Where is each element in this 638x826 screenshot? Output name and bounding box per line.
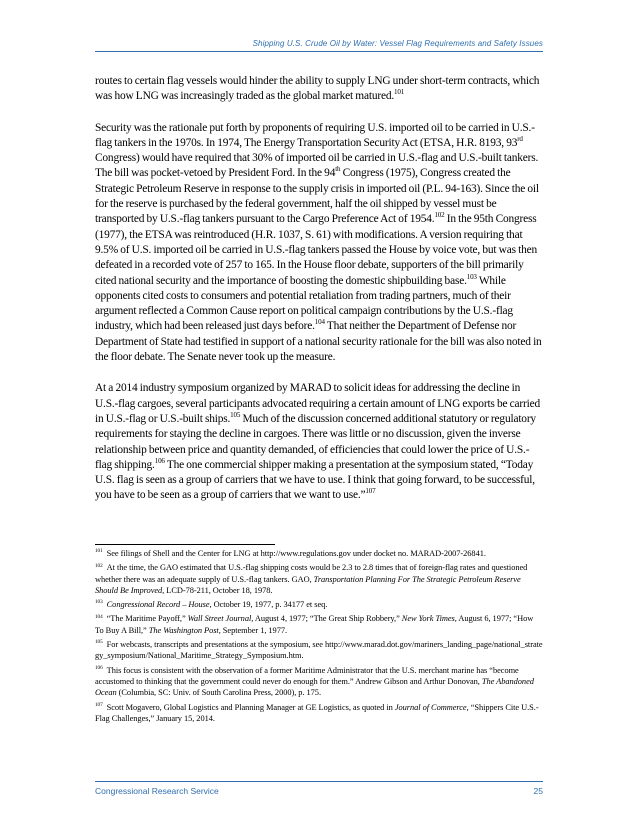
- footnote-reference: 102: [434, 211, 445, 220]
- footnote-reference: 105: [230, 411, 241, 420]
- running-header: Shipping U.S. Crude Oil by Water: Vessel Flag Requirements and Safety Issues: [252, 39, 543, 48]
- footer-organization: Congressional Research Service: [95, 786, 219, 796]
- footnote: [95, 639, 543, 662]
- italic-text: New York Times: [401, 614, 455, 624]
- footnote-separator: [95, 544, 275, 545]
- footnote-number: 105: [95, 639, 103, 646]
- text-run: , October 19, 1977, p. 34177 et seq.: [209, 600, 328, 610]
- footnote-number: 104: [95, 613, 103, 620]
- text-run: While opponents cited costs to consumers and potential retaliation from trading partners, much of their argument reflected a Common Cause report on political campaign contributions by the U.S.-flag industry, which had been released just days before.: [95, 274, 513, 333]
- footnote-number: 107: [95, 701, 103, 708]
- text-run: routes to certain flag vessels would hinder the ability to supply LNG under short-term contracts, which was how LNG was increasingly traded as the global market matured.: [95, 75, 540, 103]
- text-run: In the 95th Congress (1977), the ETSA was reintroduced (H.R. 1037, S. 61) with modifications. A version requiring that 9.5% of U.S. imported oil be carried in U.S.-flag tankers passed the House by voice vote, but was then defeated in a recorded vote of 257 to 165. In the House floor debate, supporters of the bill primarily cited national security and the importance of boosting the domestic shipbuilding base.: [95, 213, 537, 287]
- italic-text: Wall Street Journal,: [187, 614, 254, 624]
- italic-text: Journal of Commerce: [394, 702, 467, 712]
- italic-text: The Washington Post: [148, 625, 219, 635]
- text-run: See filings of Shell and the Center for LNG at http://www.regulations.gov under docket no. MARAD-2007-26841.: [106, 549, 486, 558]
- text-run: Congress) would have required that 30% of imported oil be carried in U.S.-flag and U.S.-built tankers. The bill was pocket-vetoed by President Ford. In the 94: [95, 152, 539, 180]
- body-text: [95, 74, 543, 520]
- text-run: , “Shippers Cite U.S.-Flag Challenges,” January 15, 2014.: [95, 702, 539, 723]
- body-paragraph: [95, 381, 543, 503]
- italic-text: The Abandoned Ocean: [95, 676, 534, 698]
- text-run: For webcasts, transcripts and presentations at the symposium, see: [106, 640, 326, 650]
- footnote-reference: 106: [154, 457, 165, 466]
- page-number: 25: [533, 786, 543, 796]
- footer-rule: [95, 781, 543, 782]
- footnote-reference: 107: [365, 487, 376, 496]
- footnote-number: 101: [95, 548, 103, 555]
- url-text: http://www.marad.dot.gov/mariners_landing_page/national_strategy_symposium/National_Maritime_Strategy_Symposium.htm.: [95, 640, 543, 661]
- text-run: , August 6, 1977; “How To Buy A Bill,”: [95, 614, 534, 635]
- text-run: Much of the discussion concerned additional statutory or regulatory requirements for staying the decline in cargoes. There was little or no discussion, given the inverse relationship between price and quantity demanded, of efficiencies that could lower the price of U.S.-flag shipping.: [95, 412, 536, 471]
- italic-text: Congressional Record – House: [106, 600, 210, 610]
- text-run: LCD-78-211, October 18, 1978.: [164, 585, 273, 595]
- text-run: , September 1, 1977.: [218, 625, 288, 635]
- footnote-reference: 104: [314, 318, 325, 327]
- text-run: (Columbia, SC: Univ. of South Carolina Press, 2000), p. 175.: [116, 688, 321, 698]
- italic-text: Transportation Planning For The Strategic Petroleum Reserve Should Be Improved,: [95, 574, 521, 595]
- text-run: This focus is consistent with the observation of a former Maritime Administrator that the U.S. merchant marine has “become accustomed to thinking that the government could never do enough for them.” Andrew Gibson and Arthur Donovan,: [95, 665, 519, 686]
- footnotes: [95, 548, 543, 727]
- footnote: [95, 702, 543, 725]
- text-run: At the time, the GAO estimated that U.S.-flag shipping costs would be 2.3 to 2.8 times that of foreign-flag rates and questioned whether there was an adequate supply of U.S.-flag tankers. GAO,: [95, 563, 528, 584]
- text-run: The one commercial shipper making a presentation at the symposium stated, “Today U.S. flag is seen as a group of carriers that we have to use. I think that going forward, to be successful, you have to be seen as a group of carriers that we want to use.”: [95, 458, 535, 502]
- body-paragraph: [95, 121, 543, 366]
- footnote-number: 102: [95, 562, 103, 569]
- footnote: [95, 665, 543, 699]
- footnote-reference: th: [335, 165, 341, 174]
- text-run: Congress (1975), Congress created the Strategic Petroleum Reserve in response to the supply crisis in imported oil (P.L. 94-163). Since the oil for the reserve is purchased by the federal government, half the oil shipped by vessel must be transported by U.S.-flag tankers pursuant to the Cargo Preference Act of 1954.: [95, 167, 539, 226]
- footnote-number: 103: [95, 599, 103, 606]
- text-run: Security was the rationale put forth by proponents of requiring U.S. imported oil to be carried in U.S.-flag tankers in the 1970s. In 1974, The Energy Transportation Security Act (ETSA, H.R. 8193, 93: [95, 121, 535, 149]
- footnote-reference: 103: [466, 272, 477, 281]
- text-run: Scott Mogavero, Global Logistics and Planning Manager at GE Logistics, as quoted in: [106, 702, 395, 712]
- footnote: [95, 599, 543, 610]
- text-run: “The Maritime Payoff,”: [106, 614, 188, 624]
- footnote-reference: rd: [517, 135, 523, 144]
- footnote: [95, 548, 543, 559]
- text-run: August 4, 1977; “The Great Ship Robbery,”: [253, 614, 402, 624]
- footnote: [95, 613, 543, 636]
- text-run: That neither the Department of Defense nor Department of State had testified in support of a national security rationale for the bill was also noted in the floor debate. The Senate never took up the measure.: [95, 320, 542, 364]
- text-run: At a 2014 industry symposium organized by MARAD to solicit ideas for addressing the decline in U.S.-flag cargoes, several participants advocated requiring a certain amount of LNG exports be carried in U.S.-flag or U.S.-built ships.: [95, 382, 540, 425]
- header-rule: [95, 51, 543, 52]
- footnote-reference: 101: [394, 88, 405, 97]
- footnote: [95, 562, 543, 596]
- body-paragraph: [95, 74, 543, 105]
- footnote-number: 106: [95, 664, 103, 671]
